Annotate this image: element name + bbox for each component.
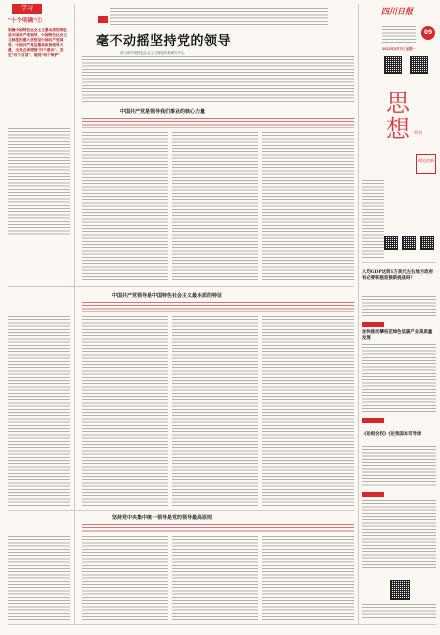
sidebar-headline: 加快推动攀枝花绿色低碳产业高质量发展 (362, 330, 433, 341)
body-text (82, 132, 168, 280)
body-text (362, 446, 436, 486)
section-subtitle: 周刊 (414, 130, 422, 135)
sidebar-headline: 《论相会权》《论我国本司导读 (362, 432, 422, 437)
qr-code-icon (402, 236, 416, 250)
sidebar-headline: 人均GDP达到1万美元左右地方政府有必要积极迎接新挑战吗？ (362, 270, 433, 281)
body-text (172, 536, 258, 622)
sidebar-quote: 明确中国特色社会主义最本质的特征是中国共产党领导，中国特色社会主义制度的最大优势是中国共产党领导，中国共产党是最高政治领导力量，全党必须增强"四个意识"、坚定"四个自信"、做到"两个维护" (8, 28, 67, 57)
body-text (262, 316, 354, 506)
footer-text (362, 604, 436, 620)
body-text (8, 536, 70, 622)
section-lead (82, 302, 354, 312)
study-tag: 学习 (12, 4, 42, 14)
section-heading: 坚持党中央集中统一领导是党的领导最高原则 (112, 515, 213, 521)
section-rule (8, 286, 354, 287)
section-heading: 中国共产党是领导我们事业的核心力量 (120, 109, 206, 115)
body-text (362, 296, 436, 316)
qr-code-icon (390, 580, 410, 600)
footer-rule (8, 624, 436, 625)
body-text (362, 500, 436, 570)
section-lead (82, 524, 354, 532)
column-divider (74, 4, 75, 624)
section-tag (362, 418, 384, 423)
body-text (172, 316, 258, 506)
article-byline: 四川省中国特色社会主义理论体系研究中心 (120, 51, 185, 55)
column-divider (358, 4, 359, 624)
sidebar-title: "十个明确"① (8, 18, 42, 24)
body-text (172, 132, 258, 280)
body-text (8, 316, 70, 506)
section-rule (362, 262, 436, 263)
section-rule (8, 510, 354, 511)
qr-code-icon (420, 236, 434, 250)
body-text (82, 536, 168, 622)
newspaper-logo: 四川日报 (381, 6, 413, 16)
section-lead (82, 118, 354, 128)
intro-text (110, 8, 328, 26)
page-number-badge: 09 (421, 26, 435, 40)
section-tag (362, 492, 384, 497)
body-text (8, 128, 70, 236)
theory-badge: 理论创新 (416, 154, 436, 174)
section-tag (362, 322, 384, 327)
masthead-meta (382, 26, 416, 44)
section-heading: 中国共产党领导是中国特色社会主义最本质的特征 (112, 293, 223, 299)
masthead-credits (362, 180, 384, 260)
body-text (82, 316, 168, 506)
qr-code-icon (384, 236, 398, 250)
article-headline: 毫不动摇坚持党的领导 (96, 34, 232, 49)
body-text (262, 132, 354, 280)
issue-date: 2022年3月7日 星期一 (382, 47, 416, 51)
section-stamp (98, 16, 108, 23)
body-text (262, 536, 354, 622)
body-text (362, 344, 436, 414)
qr-code-icon (384, 56, 402, 74)
qr-code-icon (410, 56, 428, 74)
body-text (82, 56, 354, 102)
section-title: 思想 (386, 89, 410, 143)
